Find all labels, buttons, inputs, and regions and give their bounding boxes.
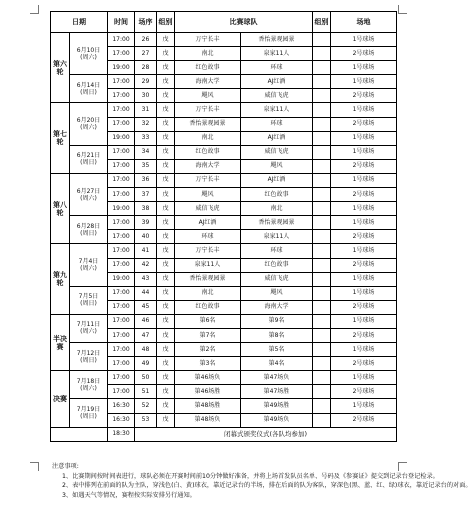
away-team-cell: AJ红酒 — [241, 173, 313, 187]
home-team-cell: 泉家11人 — [175, 258, 241, 272]
group-cell: 戊 — [157, 300, 175, 314]
time-cell: 17:00 — [108, 188, 135, 202]
table-row — [51, 216, 397, 230]
home-team-cell: 南北 — [175, 47, 241, 61]
venue-cell: 2号球场 — [331, 117, 397, 131]
home-team-cell: 飓风 — [175, 89, 241, 103]
time-cell: 17:00 — [108, 371, 135, 385]
group-cell-2 — [313, 244, 331, 258]
time-cell: 17:00 — [108, 357, 135, 371]
time-cell: 17:00 — [108, 103, 135, 117]
home-team-cell: 第46场负 — [175, 371, 241, 385]
weekday-text: (周日) — [80, 159, 97, 167]
date-cell — [70, 216, 108, 244]
away-team-cell: 红色故事 — [241, 188, 313, 202]
group-cell-2 — [313, 47, 331, 61]
home-team-cell: 万宁长丰 — [175, 173, 241, 187]
away-team-cell: 飓风 — [241, 286, 313, 300]
table-row — [51, 145, 397, 159]
seq-cell: 44 — [135, 286, 157, 300]
time-cell: 19:00 — [108, 202, 135, 216]
venue-cell: 1号球场 — [331, 145, 397, 159]
venue-cell: 2号球场 — [331, 300, 397, 314]
date-cell — [70, 399, 108, 427]
home-team-cell: 万宁长丰 — [175, 33, 241, 47]
table-row — [51, 399, 397, 413]
time-cell: 17:00 — [108, 75, 135, 89]
group-cell: 戊 — [157, 202, 175, 216]
seq-cell: 26 — [135, 33, 157, 47]
date-cell — [70, 343, 108, 371]
venue-cell: 1号球场 — [331, 244, 397, 258]
round-label: 第六轮 — [51, 33, 70, 103]
table-row — [51, 103, 397, 117]
weekday-text: (周六) — [80, 328, 97, 336]
seq-cell: 50 — [135, 371, 157, 385]
group-cell-2 — [313, 202, 331, 216]
away-team-cell: AJ红酒 — [241, 75, 313, 89]
date-text: 7月5日 — [78, 293, 99, 301]
weekday-text: (周日) — [80, 300, 97, 308]
group-cell-2 — [313, 357, 331, 371]
venue-cell: 1号球场 — [331, 371, 397, 385]
header-group-2: 组别 — [313, 12, 331, 33]
group-cell: 戊 — [157, 188, 175, 202]
weekday-text: (周六) — [80, 194, 97, 202]
group-cell-2 — [313, 258, 331, 272]
away-team-cell: 第5名 — [241, 343, 313, 357]
date-cell — [70, 371, 108, 399]
venue-cell: 1号球场 — [331, 75, 397, 89]
home-team-cell: 第2名 — [175, 343, 241, 357]
venue-cell: 1号球场 — [331, 272, 397, 286]
seq-cell: 46 — [135, 314, 157, 328]
home-team-cell: 威信飞虎 — [175, 202, 241, 216]
time-cell: 19:00 — [108, 61, 135, 75]
home-team-cell: 南北 — [175, 131, 241, 145]
seq-cell: 32 — [135, 117, 157, 131]
weekday-text: (周六) — [80, 124, 97, 132]
group-cell: 戊 — [157, 89, 175, 103]
date-cell — [70, 286, 108, 314]
time-cell: 17:00 — [108, 33, 135, 47]
note-item-2: 2、表中排列在前面的队为主队，穿浅色(白、黄)球衣，靠近记录台的半场，排在后面的队为客队，穿深色(黑、蓝、红、绿)球衣，靠近记录台的对面。 — [62, 482, 472, 489]
time-cell: 16:30 — [108, 399, 135, 413]
time-cell: 17:00 — [108, 230, 135, 244]
group-cell: 戊 — [157, 131, 175, 145]
home-team-cell: 飓风 — [175, 188, 241, 202]
venue-cell: 2号球场 — [331, 328, 397, 342]
date-text: 6月21日 — [76, 152, 101, 160]
note-item-1: 1、比赛期间按时间表进行，球队必须在开赛时间前10分钟做好准备，并将上场首发队员名单、号码及《参赛证》提交到记录台登记检录。 — [62, 472, 439, 480]
seq-cell: 28 — [135, 61, 157, 75]
date-cell — [70, 145, 108, 173]
group-cell-2 — [313, 343, 331, 357]
date-cell — [70, 103, 108, 145]
away-team-cell: 第47场负 — [241, 371, 313, 385]
time-cell: 17:00 — [108, 328, 135, 342]
away-team-cell: 第49场负 — [241, 413, 313, 427]
time-cell: 17:00 — [108, 314, 135, 328]
group-cell: 戊 — [157, 343, 175, 357]
group-cell: 戊 — [157, 61, 175, 75]
group-cell-2 — [313, 103, 331, 117]
date-text: 6月28日 — [76, 222, 101, 230]
group-cell: 戊 — [157, 314, 175, 328]
away-team-cell: 环球 — [241, 61, 313, 75]
away-team-cell: 海南大学 — [241, 300, 313, 314]
table-row — [51, 286, 397, 300]
round-label: 决赛 — [51, 371, 70, 427]
group-cell-2 — [313, 117, 331, 131]
table-row — [51, 33, 397, 47]
away-team-cell: 环球 — [241, 117, 313, 131]
seq-cell: 49 — [135, 357, 157, 371]
away-team-cell: 第49场胜 — [241, 399, 313, 413]
notes-title: 注意事项: — [52, 463, 79, 470]
venue-cell: 1号球场 — [331, 399, 397, 413]
away-team-cell: 香怡景观园景 — [241, 216, 313, 230]
away-team-cell: 威信飞虎 — [241, 145, 313, 159]
group-cell-2 — [313, 328, 331, 342]
weekday-text: (周六) — [80, 384, 97, 392]
away-team-cell: 香怡景观园景 — [241, 33, 313, 47]
time-cell: 17:00 — [108, 145, 135, 159]
venue-cell: 2号球场 — [331, 258, 397, 272]
group-cell: 戊 — [157, 117, 175, 131]
venue-cell: 1号球场 — [331, 202, 397, 216]
home-team-cell: 第3名 — [175, 357, 241, 371]
seq-cell: 37 — [135, 188, 157, 202]
notes-section — [52, 462, 472, 500]
venue-cell: 1号球场 — [331, 314, 397, 328]
away-team-cell: 威信飞虎 — [241, 89, 313, 103]
date-text: 6月10日 — [76, 46, 101, 54]
group-cell: 戊 — [157, 159, 175, 173]
time-cell: 17:00 — [108, 159, 135, 173]
time-cell: 16:30 — [108, 413, 135, 427]
date-text: 7月11日 — [76, 321, 101, 329]
group-cell: 戊 — [157, 371, 175, 385]
seq-cell: 52 — [135, 399, 157, 413]
seq-cell: 29 — [135, 75, 157, 89]
table-row — [51, 343, 397, 357]
venue-cell: 1号球场 — [331, 103, 397, 117]
group-cell-2 — [313, 399, 331, 413]
home-team-cell: 南北 — [175, 286, 241, 300]
venue-cell: 1号球场 — [331, 131, 397, 145]
round-label: 第七轮 — [51, 103, 70, 173]
home-team-cell: 红色故事 — [175, 145, 241, 159]
table-header-row — [51, 12, 397, 33]
header-seq: 场序 — [135, 12, 157, 33]
home-team-cell: 万宁长丰 — [175, 103, 241, 117]
away-team-cell: 飓风 — [241, 159, 313, 173]
table-row — [51, 314, 397, 328]
date-text: 6月20日 — [76, 117, 101, 125]
away-team-cell: 第4名 — [241, 357, 313, 371]
seq-cell: 27 — [135, 47, 157, 61]
weekday-text: (周日) — [80, 356, 97, 364]
date-text: 7月12日 — [76, 349, 101, 357]
group-cell: 戊 — [157, 258, 175, 272]
crop-mark-top-left — [30, 5, 39, 14]
venue-cell: 1号球场 — [331, 173, 397, 187]
seq-cell: 41 — [135, 244, 157, 258]
time-cell: 17:00 — [108, 47, 135, 61]
time-cell: 17:00 — [108, 117, 135, 131]
group-cell: 戊 — [157, 328, 175, 342]
venue-cell: 2号球场 — [331, 357, 397, 371]
home-team-cell: 第46场胜 — [175, 385, 241, 399]
note-item-3: 3、如遇天气等情况，赛程按实际安排另行通知。 — [62, 491, 196, 499]
home-team-cell: 红色故事 — [175, 300, 241, 314]
date-cell — [70, 33, 108, 75]
header-date: 日期 — [51, 12, 108, 33]
time-cell: 19:00 — [108, 131, 135, 145]
venue-cell: 2号球场 — [331, 385, 397, 399]
group-cell: 戊 — [157, 173, 175, 187]
round-label: 第八轮 — [51, 173, 70, 243]
group-cell: 戊 — [157, 103, 175, 117]
ceremony-time: 18:30 — [108, 427, 135, 441]
date-cell — [70, 314, 108, 342]
home-team-cell: 环球 — [175, 230, 241, 244]
seq-cell: 40 — [135, 230, 157, 244]
group-cell: 戊 — [157, 399, 175, 413]
away-team-cell: AJ红酒 — [241, 131, 313, 145]
home-team-cell: 香怡景观园景 — [175, 117, 241, 131]
round-label: 第九轮 — [51, 244, 70, 314]
group-cell: 戊 — [157, 216, 175, 230]
venue-cell: 1号球场 — [331, 343, 397, 357]
group-cell-2 — [313, 89, 331, 103]
time-cell: 17:00 — [108, 300, 135, 314]
group-cell-2 — [313, 159, 331, 173]
table-row — [51, 371, 397, 385]
venue-cell: 1号球场 — [331, 61, 397, 75]
seq-cell: 34 — [135, 145, 157, 159]
group-cell: 戊 — [157, 357, 175, 371]
home-team-cell: 香怡景观园景 — [175, 272, 241, 286]
group-cell-2 — [313, 300, 331, 314]
header-group: 组别 — [157, 12, 175, 33]
group-cell-2 — [313, 216, 331, 230]
time-cell: 17:00 — [108, 286, 135, 300]
group-cell-2 — [313, 131, 331, 145]
seq-cell: 53 — [135, 413, 157, 427]
group-cell-2 — [313, 272, 331, 286]
away-team-cell: 第9名 — [241, 314, 313, 328]
weekday-text: (周六) — [80, 53, 97, 61]
date-cell — [70, 173, 108, 215]
group-cell-2 — [313, 230, 331, 244]
away-team-cell: 红色故事 — [241, 258, 313, 272]
venue-cell: 2号球场 — [331, 47, 397, 61]
away-team-cell: 南北 — [241, 202, 313, 216]
venue-cell: 2号球场 — [331, 89, 397, 103]
seq-cell: 36 — [135, 173, 157, 187]
weekday-text: (周日) — [80, 229, 97, 237]
away-team-cell: 泉家11人 — [241, 103, 313, 117]
away-team-cell: 威信飞虎 — [241, 272, 313, 286]
table-row — [51, 244, 397, 258]
group-cell-2 — [313, 371, 331, 385]
group-cell: 戊 — [157, 145, 175, 159]
group-cell-2 — [313, 314, 331, 328]
seq-cell: 31 — [135, 103, 157, 117]
home-team-cell: 第7名 — [175, 328, 241, 342]
group-cell: 戊 — [157, 272, 175, 286]
ceremony-text: 闭幕式颁奖仪式(各队均参加) — [135, 427, 397, 441]
date-text: 6月27日 — [76, 187, 101, 195]
round-label: 半决赛 — [51, 314, 70, 370]
table-row — [51, 75, 397, 89]
seq-cell: 42 — [135, 258, 157, 272]
date-text: 6月14日 — [76, 81, 101, 89]
seq-cell: 39 — [135, 216, 157, 230]
seq-cell: 35 — [135, 159, 157, 173]
venue-cell: 2号球场 — [331, 159, 397, 173]
time-cell: 17:00 — [108, 244, 135, 258]
group-cell-2 — [313, 33, 331, 47]
group-cell-2 — [313, 188, 331, 202]
seq-cell: 47 — [135, 328, 157, 342]
away-team-cell: 泉家11人 — [241, 230, 313, 244]
schedule-table — [50, 11, 397, 442]
group-cell: 戊 — [157, 75, 175, 89]
time-cell: 17:00 — [108, 216, 135, 230]
seq-cell: 43 — [135, 272, 157, 286]
table-row — [51, 173, 397, 187]
home-team-cell: 第6名 — [175, 314, 241, 328]
ceremony-empty — [51, 427, 108, 441]
home-team-cell: 第48场胜 — [175, 399, 241, 413]
date-cell — [70, 244, 108, 286]
weekday-text: (周六) — [80, 265, 97, 273]
date-text: 7月18日 — [76, 377, 101, 385]
time-cell: 19:00 — [108, 272, 135, 286]
group-cell: 戊 — [157, 385, 175, 399]
group-cell-2 — [313, 413, 331, 427]
away-team-cell: 第8名 — [241, 328, 313, 342]
group-cell-2 — [313, 385, 331, 399]
home-team-cell: 海南大学 — [175, 159, 241, 173]
home-team-cell: 海南大学 — [175, 75, 241, 89]
home-team-cell: 第48场负 — [175, 413, 241, 427]
group-cell-2 — [313, 145, 331, 159]
seq-cell: 48 — [135, 343, 157, 357]
time-cell: 17:00 — [108, 258, 135, 272]
venue-cell: 1号球场 — [331, 216, 397, 230]
venue-cell: 1号球场 — [331, 33, 397, 47]
home-team-cell: 红色故事 — [175, 61, 241, 75]
crop-mark-top-right — [398, 5, 407, 14]
group-cell-2 — [313, 173, 331, 187]
date-text: 7月19日 — [76, 406, 101, 414]
crop-mark-bottom-left — [30, 462, 39, 471]
group-cell: 戊 — [157, 47, 175, 61]
away-team-cell: 泉家11人 — [241, 47, 313, 61]
seq-cell: 38 — [135, 202, 157, 216]
venue-cell: 2号球场 — [331, 188, 397, 202]
time-cell: 17:00 — [108, 173, 135, 187]
seq-cell: 33 — [135, 131, 157, 145]
home-team-cell: AJ红酒 — [175, 216, 241, 230]
away-team-cell: 环球 — [241, 244, 313, 258]
date-text: 7月4日 — [78, 258, 99, 266]
away-team-cell: 第47场胜 — [241, 385, 313, 399]
header-venue: 场地 — [331, 12, 397, 33]
seq-cell: 30 — [135, 89, 157, 103]
group-cell: 戊 — [157, 33, 175, 47]
group-cell-2 — [313, 75, 331, 89]
time-cell: 17:00 — [108, 385, 135, 399]
header-match: 比赛球队 — [175, 12, 313, 33]
crop-mark-bottom-right — [398, 462, 407, 471]
group-cell: 戊 — [157, 230, 175, 244]
weekday-text: (周日) — [80, 88, 97, 96]
ceremony-row — [51, 427, 397, 441]
venue-cell: 2号球场 — [331, 230, 397, 244]
group-cell-2 — [313, 286, 331, 300]
time-cell: 17:00 — [108, 89, 135, 103]
venue-cell: 2号球场 — [331, 413, 397, 427]
home-team-cell: 万宁长丰 — [175, 244, 241, 258]
group-cell: 戊 — [157, 286, 175, 300]
group-cell: 戊 — [157, 413, 175, 427]
venue-cell: 1号球场 — [331, 286, 397, 300]
date-cell — [70, 75, 108, 103]
weekday-text: (周日) — [80, 413, 97, 421]
group-cell: 戊 — [157, 244, 175, 258]
group-cell-2 — [313, 61, 331, 75]
seq-cell: 45 — [135, 300, 157, 314]
header-time: 时间 — [108, 12, 135, 33]
seq-cell: 51 — [135, 385, 157, 399]
time-cell: 17:00 — [108, 343, 135, 357]
